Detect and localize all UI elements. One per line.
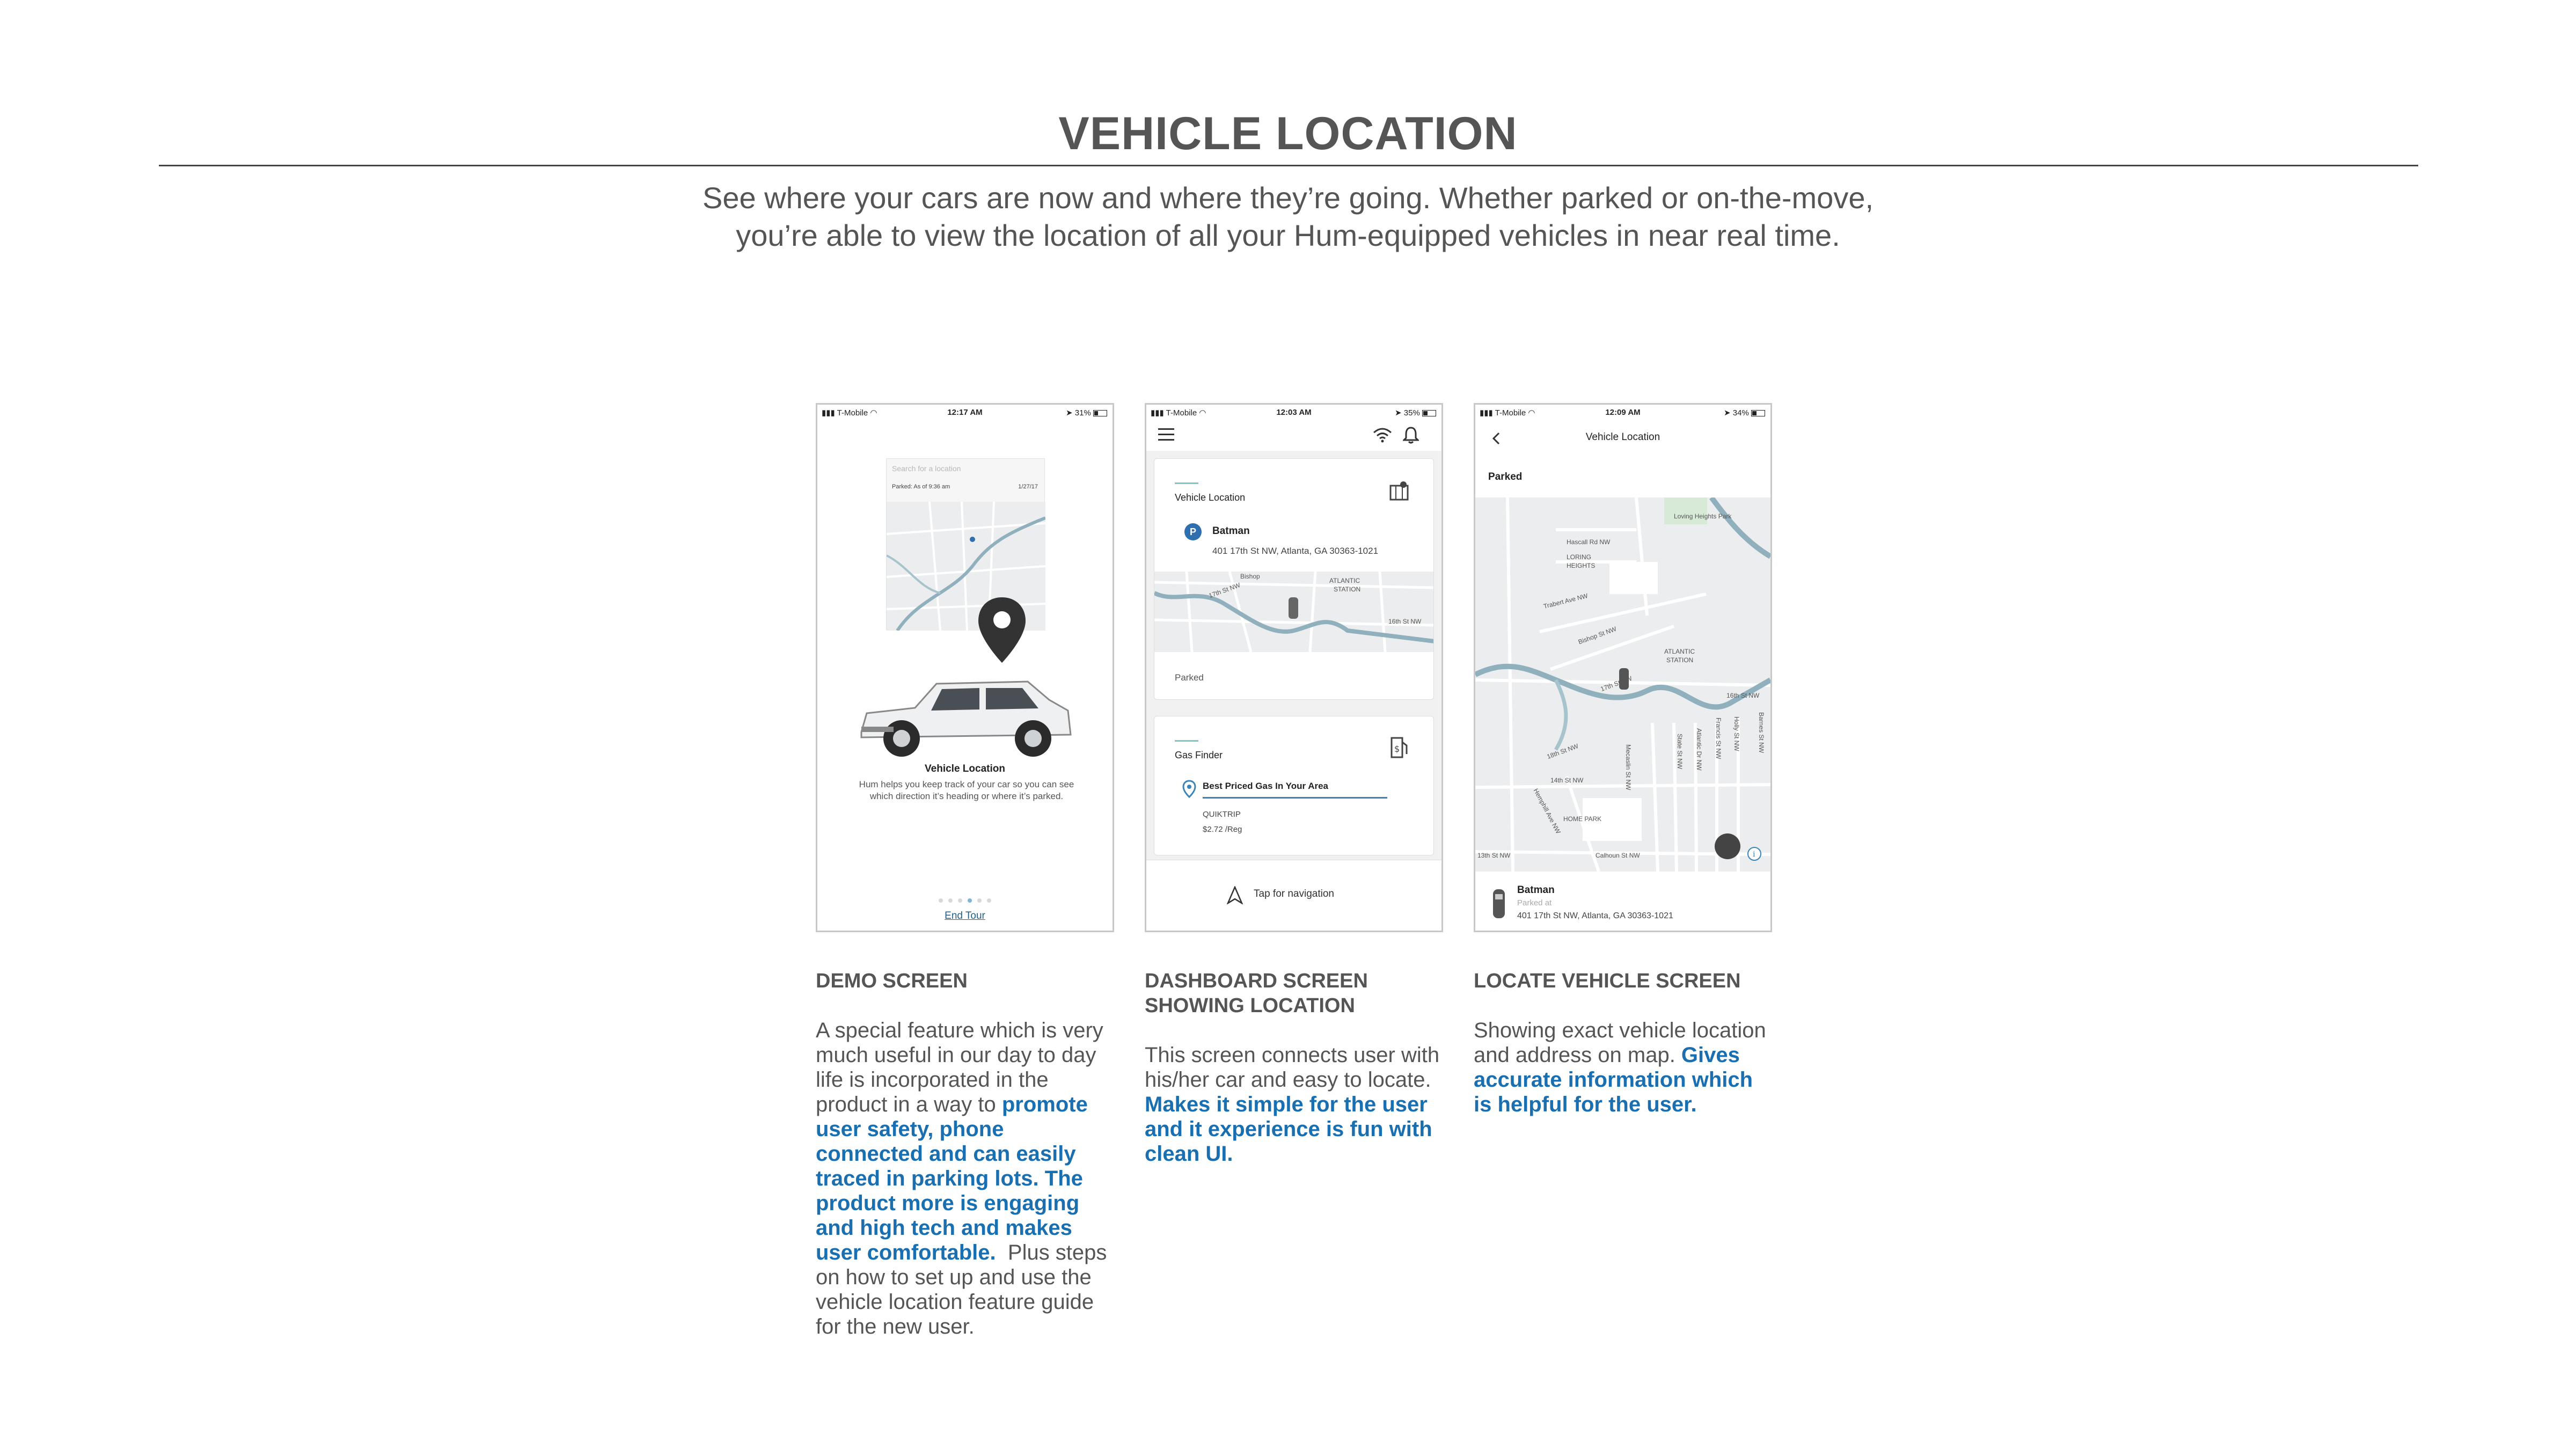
page-dot[interactable] — [939, 898, 943, 903]
vehicle-info-footer[interactable] — [1475, 872, 1770, 932]
subtitle-line-1: See where your cars are now and where they’re going. Whether parked or on-the-move, — [702, 181, 1874, 215]
battery-status: ➤ 34% — [1724, 408, 1765, 418]
wifi-icon: ◠ — [1528, 408, 1535, 418]
gas-pump-icon — [1388, 735, 1410, 759]
parking-badge-icon: P — [1184, 523, 1202, 540]
status-bar — [1475, 405, 1770, 419]
tour-description: Hum helps you keep track of your car so you can see which direction it’s heading or where it’s parked. — [859, 779, 1074, 801]
card-title: Gas Finder — [1175, 750, 1223, 760]
gas-best-label: Best Priced Gas In Your Area — [1203, 781, 1328, 791]
tour-heading: Vehicle Location — [925, 763, 1005, 774]
location-arrow-icon: ➤ — [1066, 408, 1073, 418]
app-header — [1146, 419, 1441, 451]
caption-title: DEMO SCREEN — [816, 970, 968, 992]
page-dot[interactable] — [948, 898, 953, 903]
title-divider — [159, 165, 2418, 166]
status-bar — [817, 405, 1113, 419]
page-title: VEHICLE LOCATION — [1058, 108, 1518, 159]
dashboard-screen-mockup — [1145, 403, 1443, 932]
vehicle-map[interactable]: ATLANTIC STATION 16th St NW Bishop 17th St NW — [1154, 572, 1434, 652]
vehicle-name: Batman — [1517, 884, 1555, 896]
page-indicator[interactable] — [817, 896, 1113, 905]
parked-time: Parked: As of 9:36 am — [892, 484, 950, 490]
subtitle-line-2: you’re able to view the location of all your Hum-equipped vehicles in near real time. — [736, 218, 1840, 252]
battery-icon — [1422, 410, 1436, 416]
navigation-bar[interactable] — [1146, 860, 1441, 932]
signal-icon: ▮▮▮ — [1151, 408, 1164, 418]
search-input[interactable]: Search for a location — [892, 464, 961, 473]
gas-finder-card[interactable] — [1154, 716, 1434, 855]
location-marker-icon — [1182, 780, 1196, 798]
page-dot[interactable] — [977, 898, 982, 903]
page-dot-active[interactable] — [968, 898, 972, 903]
carrier-label: ▮▮▮ T-Mobile ◠ — [1480, 408, 1535, 418]
end-tour-link[interactable]: End Tour — [945, 910, 985, 921]
battery-icon — [1093, 410, 1107, 416]
svg-text:$: $ — [1394, 744, 1400, 754]
car-illustration-icon — [851, 662, 1076, 767]
caption-body: A special feature which is very much useful in our day to day life is incorporated in the product in a way to promote user safety, phone connected and can easily traced in parking lots. The product more is engaging and high tech and makes user comfortable. Plus steps on how to set up and use the vehicle location feature guide for the new user. — [816, 1019, 1113, 1338]
carrier-label: ▮▮▮ T-Mobile ◠ — [822, 408, 877, 418]
card-accent — [1175, 482, 1198, 484]
caption-highlight: Gives accurate information which is helpful for the user. — [1474, 1043, 1753, 1116]
vehicle-name: Batman — [1212, 525, 1250, 537]
page-dot[interactable] — [958, 898, 962, 903]
caption-highlight: Makes it simple for the user and it experience is fun with clean UI. — [1145, 1093, 1432, 1166]
location-arrow-icon: ➤ — [1395, 408, 1402, 418]
battery-icon — [1751, 410, 1765, 416]
parked-at-label: Parked at — [1517, 898, 1552, 908]
locate-vehicle-screen-caption — [1474, 969, 1774, 1117]
demo-screen-mockup — [816, 403, 1114, 932]
hamburger-menu-icon[interactable] — [1158, 428, 1174, 444]
demo-screen-caption — [816, 969, 1116, 1339]
locate-map[interactable]: i Loving Heights Park Hascall Rd NW LORING HEIGHTS Trabert Ave NW Bishop St NW ATLANTIC STATION 16th St NW 18th St NW 14th St NW HOME PARK Calhoun St NW 13th St NW Mecaslin St NW State St NW Atlantic Dr NW Francis St NW Holly St NW Barnes St NW Hemphill Ave NW 17th St NW — [1475, 497, 1770, 872]
status-time: 12:03 AM — [1276, 408, 1312, 417]
parked-date: 1/27/17 — [1018, 484, 1038, 490]
page-dot[interactable] — [987, 898, 991, 903]
screen-title: Vehicle Location — [1585, 431, 1660, 443]
caption-body: This screen connects user with his/her car and easy to locate. Makes it simple for the user and it experience is fun with clean UI. — [1145, 1043, 1440, 1166]
location-arrow-icon: ➤ — [1724, 408, 1731, 418]
carrier-label: ▮▮▮ T-Mobile ◠ — [1151, 408, 1206, 418]
car-top-view-icon — [1491, 888, 1506, 920]
caption-highlight: promote user safety, phone connected and can easily traced in parking lots. The product more is engaging and high tech and makes user comfortable. — [816, 1093, 1088, 1264]
bell-icon[interactable] — [1403, 426, 1419, 444]
vehicle-status: Parked — [1175, 672, 1204, 683]
gas-price: $2.72 /Reg — [1203, 825, 1242, 834]
gas-divider — [1203, 797, 1387, 799]
status-bar — [1146, 405, 1441, 419]
wifi-hotspot-icon[interactable] — [1372, 427, 1393, 443]
card-accent — [1175, 740, 1198, 742]
signal-icon: ▮▮▮ — [1480, 408, 1493, 418]
page-subtitle — [0, 179, 2576, 254]
wifi-icon: ◠ — [1199, 408, 1206, 418]
card-title: Vehicle Location — [1175, 492, 1246, 503]
svg-text:i: i — [1753, 850, 1755, 859]
vehicle-location-card[interactable] — [1154, 458, 1434, 700]
battery-status: ➤ 31% — [1066, 408, 1107, 418]
caption-title-line-1: DASHBOARD SCREEN — [1145, 970, 1368, 992]
map-icon — [1388, 480, 1410, 502]
location-pin-icon — [976, 595, 1028, 668]
caption-body: Showing exact vehicle location and address on map. Gives accurate information which is helpful for the user. — [1474, 1019, 1766, 1116]
vehicle-address: 401 17th St NW, Atlanta, GA 30363-1021 — [1517, 911, 1673, 920]
status-time: 12:17 AM — [947, 408, 983, 417]
locate-vehicle-screen-mockup — [1474, 403, 1772, 932]
wifi-icon: ◠ — [870, 408, 877, 418]
battery-status: ➤ 35% — [1395, 408, 1436, 418]
vehicle-address: 401 17th St NW, Atlanta, GA 30363-1021 — [1212, 546, 1379, 556]
map-graphic — [1154, 572, 1434, 652]
status-time: 12:09 AM — [1605, 408, 1641, 417]
section-label: Parked — [1488, 471, 1523, 482]
navigation-label[interactable]: Tap for navigation — [1254, 888, 1334, 899]
signal-icon: ▮▮▮ — [822, 408, 835, 418]
gas-station-name: QUIKTRIP — [1203, 810, 1241, 819]
caption-title: LOCATE VEHICLE SCREEN — [1474, 970, 1741, 992]
dashboard-screen-caption — [1145, 969, 1445, 1166]
caption-title-line-2: SHOWING LOCATION — [1145, 994, 1355, 1017]
